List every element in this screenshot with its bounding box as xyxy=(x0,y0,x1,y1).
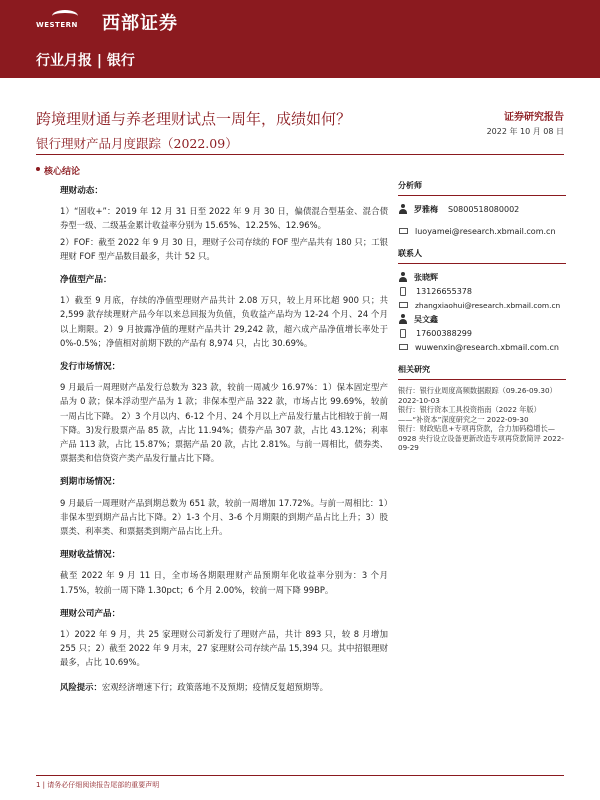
report-category: 行业月报 | 银行 xyxy=(36,53,135,69)
contact-email[interactable]: wuwenxin@research.xbmail.com.cn xyxy=(415,342,559,352)
mail-icon xyxy=(399,344,408,350)
risk-warning xyxy=(60,680,388,694)
contact-phone-row xyxy=(398,326,566,340)
analyst-email[interactable]: luoyamei@research.xbmail.com.cn xyxy=(415,226,556,236)
section-paragraph: 1）“固收+”：2019 年 12 月 31 日至 2022 年 9 月 30 日，偏债混合型基金、混合债券型一级、二级基金累计收益率分别为 15.65%、12.25%、12.96%。 xyxy=(60,206,388,231)
title-divider xyxy=(36,154,564,155)
related-item[interactable]: 银行：财政贴息+专项再贷款，合力加码稳增长—0928 央行设立设备更新改造专项再贷款简评 2022-09-29 xyxy=(398,424,564,452)
analyst-heading: 分析师 xyxy=(398,181,422,190)
related-item[interactable]: 银行：银行资本工具投资指南（2022 年版）——“补资本”深度研究之一 2022-09-30 xyxy=(398,405,541,424)
mail-icon xyxy=(399,228,408,234)
phone-icon xyxy=(400,329,406,338)
section-wealth-dynamics xyxy=(60,184,388,263)
section-heading: 理财动态： xyxy=(60,186,103,196)
person-icon xyxy=(398,272,408,282)
contact-email-row xyxy=(398,298,566,312)
report-title: 跨境理财通与养老理财试点一周年，成绩如何？ xyxy=(36,110,352,128)
analyst-email-row xyxy=(398,224,566,238)
sidebar-divider xyxy=(398,379,566,380)
footer-disclaimer: 1 | 请务必仔细阅读报告尾部的重要声明 xyxy=(36,781,160,789)
analyst-cert: S0800518080002 xyxy=(448,204,520,214)
section-heading: 净值型产品： xyxy=(60,275,112,286)
section-heading: 发行市场情况： xyxy=(60,362,121,373)
person-icon xyxy=(398,204,408,214)
section-maturity-market xyxy=(60,475,388,538)
report-header xyxy=(0,0,600,78)
section-paragraph: 2）FOF：截至 2022 年 9 月 30 日，理财子公司存续的 FOF 型产品共有 180 只；工银理财 FOF 型产品数目最多，共计 52 只。 xyxy=(60,236,388,261)
section-wealth-company-products xyxy=(60,607,388,670)
report-date: 2022 年 10 月 08 日 xyxy=(486,127,564,136)
logo-mark-icon: WESTERN xyxy=(36,10,94,34)
company-logo xyxy=(36,8,178,36)
analyst-name: 罗雅梅 xyxy=(414,204,438,214)
mail-icon xyxy=(399,302,408,308)
section-heading: 理财公司产品： xyxy=(60,608,121,619)
section-issuance-market xyxy=(60,360,388,465)
risk-label: 风险提示： xyxy=(60,681,102,692)
section-paragraph: 9 月最后一周理财产品到期总数为 651 款，较前一周增加 17.72%。与前一周相比：1）非保本型到期产品占比下降。2）1-3 个月、3-6 个月期限的到期产品占比上升；3）股票类、利率类、和票据类到期产品占比上升。 xyxy=(60,497,388,537)
sidebar xyxy=(398,180,566,453)
phone-icon xyxy=(400,287,406,296)
risk-text: 宏观经济增速下行；政策落地不及预期；疫情反复超预期等。 xyxy=(101,681,328,692)
contact-row xyxy=(398,312,566,326)
core-conclusion-label: 核心结论 xyxy=(44,167,81,177)
section-heading: 到期市场情况： xyxy=(60,477,121,488)
related-heading: 相关研究 xyxy=(398,365,430,374)
section-paragraph: 1）截至 9 月底，存续的净值型理财产品共计 2.08 万只，较上月环比超 900 只；共 2,599 款存续理财产品今年以来总回报为负值，负收益产品均为 12-24 个月、24 个月以上期限。2）9 月披露净值的理财产品共计 29,242 款，超六成产品净值增长率处于 0%-0.5%；净值相对前期下跌的产品有 8,974 只，占比 30.69%。 xyxy=(60,295,388,348)
contact-name: 张晓辉 xyxy=(414,272,438,282)
section-paragraph: 1）2022 年 9 月，共 25 家理财公司新发行了理财产品，共计 893 只，较 8 月增加 255 只；2）截至 2022 年 9 月末，27 家理财公司存续产品 15,394 只。其中招银理财最多，占比 10.69%。 xyxy=(60,629,388,668)
bullet-icon xyxy=(36,167,40,171)
contacts-heading: 联系人 xyxy=(398,249,422,258)
sidebar-divider xyxy=(398,263,566,264)
section-yield xyxy=(60,548,388,597)
contact-email-row xyxy=(398,340,566,354)
logo-name: 西部证券 xyxy=(102,13,178,34)
report-type: 证券研究报告 xyxy=(504,112,564,123)
analyst-row xyxy=(398,202,566,216)
section-paragraph: 9 月最后一周理财产品发行总数为 323 款，较前一周减少 16.97%：1）保本固定型产品为 0 款；保本浮动型产品为 1 款；非保本型产品 322 款，市场占比 99.69%，较前一周占比下降。 2）3 个月以内、6-12 个月、24 个月以上产品发行量占比相较于前一周下降。3)发行股票产品 85 款，占比 11.94%；债券产品 307 款，占比 43.12%；利率产品 113 款，占比 15.87%；票据产品 20 款，占比 2.81%。与前一周相比，债券类、票据类和信贷资产类产品发行量占比下降。 xyxy=(60,382,388,464)
contact-email[interactable]: zhangxiaohui@research.xbmail.com.cn xyxy=(415,300,561,310)
section-nav-products xyxy=(60,273,388,350)
sidebar-divider xyxy=(398,195,566,196)
person-icon xyxy=(398,314,408,324)
core-conclusion-body xyxy=(60,180,388,694)
contact-row xyxy=(398,270,566,284)
contact-phone: 13126655378 xyxy=(416,286,472,296)
contact-name: 吴文鑫 xyxy=(414,314,438,324)
footer-divider xyxy=(36,775,564,776)
section-paragraph: 截至 2022 年 9 月 11 日，全市场各期限理财产品预期年化收益率分别为：3 个月 1.75%，较前一周下降 1.30pct；6 个月 2.00%，较前一周下降 99BP。 xyxy=(60,570,388,595)
contact-phone: 17600388299 xyxy=(416,328,472,338)
contact-phone-row xyxy=(398,284,566,298)
report-subtitle: 银行理财产品月度跟踪（2022.09） xyxy=(36,136,238,151)
related-item[interactable]: 银行：银行业周度高频数据跟踪（09.26-09.30） 2022-10-03 xyxy=(398,386,557,405)
section-heading: 理财收益情况： xyxy=(60,550,121,561)
